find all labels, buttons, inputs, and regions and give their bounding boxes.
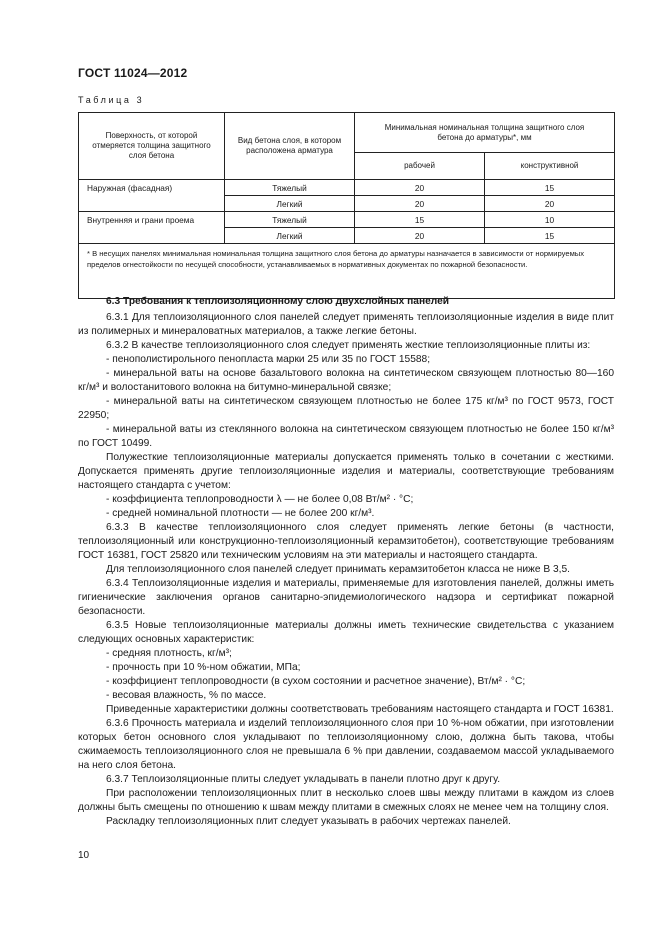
cell-concrete: Тяжелый [225,212,355,228]
cell-surface: Наружная (фасадная) [79,180,225,196]
paragraph: 6.3.3 В качестве теплоизоляционного слоя следует применять легкие бетоны (в частности, теплоизоляционный или конструкционно-теплоизоляционный керамзитобетон), соответствующие требованиям ГОСТ 16381, ГОСТ 25820 или техническим условиям на эти материалы и настоящего стандарта. [78,522,614,561]
document-header: ГОСТ 11024—2012 [78,66,188,80]
paragraph: 6.3.7 Теплоизоляционные плиты следует укладывать в панели плотно друг к другу. [106,774,501,785]
paragraph: Для теплоизоляционного слоя панелей следует принимать керамзитобетон класса не ниже В 3,5. [106,564,570,575]
page-number: 10 [78,850,90,861]
list-item: - минеральной ваты из стеклянного волокна на синтетическом связующем плотностью не более 150 кг/м³ по ГОСТ 10499. [78,424,614,449]
cell-surface: Внутренняя и грани проема [79,212,225,228]
paragraph: Приведенные характеристики должны соответствовать требованиям настоящего стандарта и ГОСТ 16381. [106,704,614,715]
cell-structural: 15 [485,228,615,244]
table-footnote-row [79,244,615,299]
paragraph: При расположении теплоизоляционных плит в несколько слоев швы между плитами в каждом из слоев должны быть смещены по отношению к швам между плитами в смежных слоях не менее чем на толщину слоя. [78,788,614,813]
cell-surface [79,228,225,244]
paragraph: 6.3.1 Для теплоизоляционного слоя панелей следует применять теплоизоляционные изделия в виде плит из полимерных и минераловатных материалов, а также легкие бетоны. [78,312,614,337]
cell-structural: 10 [485,212,615,228]
cell-working: 20 [355,228,485,244]
table-caption: Таблица 3 [78,95,145,105]
table-row [79,228,615,244]
header-thickness-group: Минимальная номинальная толщина защитного слоя бетона до арматуры*, мм [355,113,615,153]
list-item: - средней номинальной плотности — не более 200 кг/м³. [106,508,375,519]
cell-structural: 15 [485,180,615,196]
header-structural: конструктивной [485,153,615,180]
table-row [79,180,615,196]
paragraph: 6.3.2 В качестве теплоизоляционного слоя следует применять жесткие теплоизоляционные плиты из: [106,340,591,351]
list-item: - минеральной ваты на синтетическом связующем плотностью не более 175 кг/м³ по ГОСТ 9573, ГОСТ 22950; [78,396,614,421]
cell-working: 15 [355,212,485,228]
header-surface: Поверхность, от которой отмеряется толщина защитного слоя бетона [79,113,225,180]
list-item: - средняя плотность, кг/м³; [106,648,232,659]
paragraph: 6.3.5 Новые теплоизоляционные материалы должны иметь технические свидетельства с указанием следующих основных характеристик: [78,620,614,645]
cell-working: 20 [355,196,485,212]
list-item: - прочность при 10 %-ном обжатии, МПа; [106,662,301,673]
cell-concrete: Легкий [225,196,355,212]
section-heading: 6.3 Требования к теплоизоляционному слою двухслойных панелей [106,296,450,307]
table-footnote: * В несущих панелях минимальная номинальная толщина защитного слоя бетона до арматуры назначается в зависимости от нормируемых пределов огнестойкости по несущей способности, устанавливаемых в нормативных документах по пожарной безопасности. [79,244,615,299]
cell-structural: 20 [485,196,615,212]
paragraph: 6.3.4 Теплоизоляционные изделия и материалы, применяемые для изготовления панелей, должны иметь гигиенические заключения органов санитарно-эпидемиологического надзора и сертификат пожарной безопасности. [78,578,614,617]
cell-concrete: Легкий [225,228,355,244]
data-table [78,112,615,299]
paragraph: Раскладку теплоизоляционных плит следует указывать в рабочих чертежах панелей. [106,816,511,827]
paragraph: 6.3.6 Прочность материала и изделий теплоизоляционного слоя при 10 %-ном обжатии, при изготовлении которых бетон основного слоя укладывают по теплоизоляционному слою, должна быть такова, чтобы сжимаемость теплоизоляционного слоя не превышала 6 % при давлении, создаваемом массой укладываемого на него слоя бетона. [78,718,614,771]
cell-working: 20 [355,180,485,196]
list-item: - пенополистирольного пенопласта марки 25 или 35 по ГОСТ 15588; [106,354,431,365]
list-item: - минеральной ваты на основе базальтового волокна на синтетическом связующем плотностью 80—160 кг/м³ и волостанитового волокна на битумно-минеральной связке; [78,368,614,393]
table-row [79,212,615,228]
header-concrete: Вид бетона слоя, в котором расположена арматура [225,113,355,180]
section-body [78,295,614,829]
list-item: - коэффициента теплопроводности λ — не более 0,08 Вт/м² · °С; [106,494,414,505]
list-item: - весовая влажность, % по массе. [106,690,267,701]
list-item: - коэффициент теплопроводности (в сухом состоянии и расчетное значение), Вт/м² · °С; [106,676,526,687]
cell-concrete: Тяжелый [225,180,355,196]
paragraph: Полужесткие теплоизоляционные материалы допускается применять только в сочетании с жесткими. Допускается применять другие теплоизоляционные изделия и материалы, соответствующие требованиям настоящего стандарта с учетом: [78,452,614,491]
cell-surface [79,196,225,212]
table-header-row [79,113,615,153]
header-working: рабочей [355,153,485,180]
table-row [79,196,615,212]
